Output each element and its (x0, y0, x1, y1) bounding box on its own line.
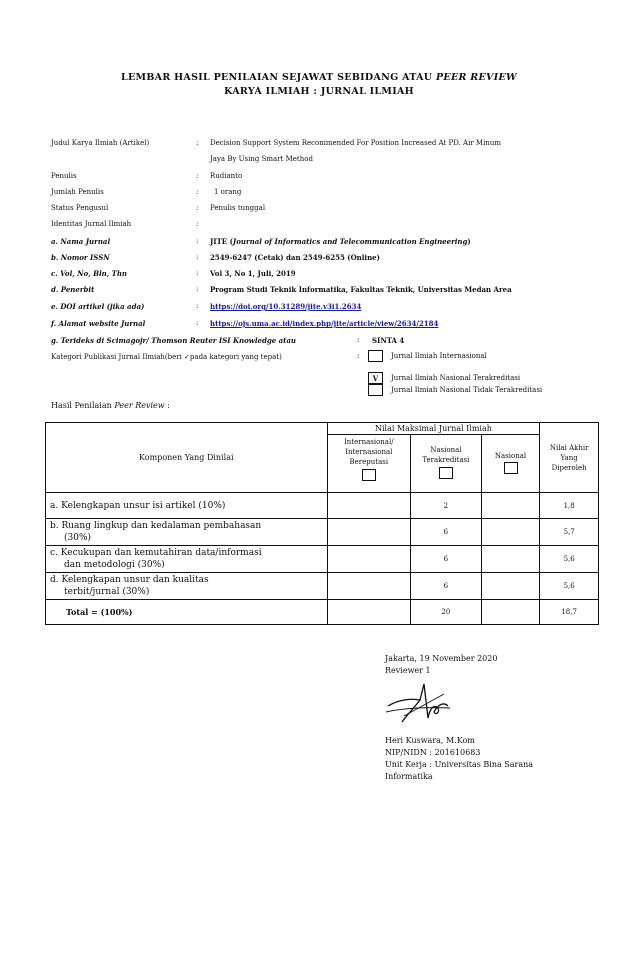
row-label-line1: c. Kecukupan dan kemutahiran data/informasi (50, 548, 262, 558)
judul-label: Judul Karya Ilmiah (Artikel) (51, 139, 150, 147)
reviewer-nip: NIP/NIDN : 201610683 (385, 748, 481, 757)
colon: : (196, 237, 199, 245)
cell-internasional (327, 519, 410, 546)
jumlah-penulis-label: Jumlah Penulis (51, 188, 104, 196)
vol-value: Vol 3, No 1, Juli, 2019 (210, 269, 296, 278)
table-row (46, 573, 599, 600)
reviewer-unit: Unit Kerja : Universitas Bina Sarana (385, 760, 534, 769)
cell-max: 6 (411, 519, 482, 546)
hasil-italic: Peer Review (114, 401, 165, 410)
identitas-label: Identitas Jurnal Ilmiah (51, 220, 132, 228)
penerbit-label: d. Penerbit (51, 285, 95, 294)
header-nilai-akhir: Nilai Akhir Yang Diperoleh (540, 423, 599, 493)
document-subtitle: KARYA ILMIAH : JURNAL ILMIAH (224, 86, 414, 97)
colon: : (196, 319, 199, 327)
table-row (46, 493, 599, 519)
total-label: Total = (100%) (46, 600, 328, 625)
hasil-prefix: Hasil Penilaian (51, 401, 115, 410)
jumlah-penulis-value: 1 orang (214, 188, 242, 196)
status-label: Status Pengusul (51, 204, 109, 212)
nama-jurnal-value (210, 237, 471, 246)
cell-nasional (481, 519, 540, 546)
terindeks-value: SINTA 4 (372, 336, 405, 345)
kategori-option-nasional-terakreditasi: Jurnal Ilmiah Nasional Terakreditasi (391, 374, 521, 382)
kategori-option-nasional-tidak: Jurnal Ilmiah Nasional Tidak Terakreditasi (391, 386, 543, 394)
colon: : (196, 285, 199, 293)
cell-max: 6 (411, 546, 482, 573)
cell-akhir: 5,6 (540, 546, 599, 573)
cell-nasional (481, 600, 540, 625)
nama-jurnal-suffix: ) (467, 237, 471, 246)
row-label-line1: a. Kelengkapan unsur isi artikel (10%) (50, 500, 226, 511)
row-label (46, 493, 328, 519)
colon: : (196, 204, 199, 212)
nama-jurnal-label: a. Nama Jurnal (51, 237, 111, 246)
cell-akhir: 1,8 (540, 493, 599, 519)
checkbox-nasional[interactable] (504, 462, 518, 474)
total-max: 20 (411, 600, 482, 625)
colon: : (196, 188, 199, 196)
row-label-line2: terbit/jurnal (30%) (64, 587, 150, 597)
issn-label: b. Nomor ISSN (51, 253, 110, 262)
cell-internasional (327, 600, 410, 625)
signature-image (384, 678, 454, 728)
table-row (46, 519, 599, 546)
kategori-label: Kategori Publikasi Jurnal Ilmiah(beri ✓pada kategori yang tepat) (51, 353, 282, 361)
header-nilai-maks: Nilai Maksimal Jurnal Ilmiah (327, 423, 540, 435)
row-label-line1: d. Kelengkapan unsur dan kualitas (50, 575, 209, 585)
table-row (46, 546, 599, 573)
title-line1-italic: PEER REVIEW (435, 72, 517, 83)
document-title (0, 72, 638, 83)
colon: : (196, 253, 199, 261)
cell-nasional (481, 493, 540, 519)
penulis-value: Rudianto (210, 172, 243, 180)
reviewer-role: Reviewer 1 (385, 666, 431, 675)
row-label-line2: (30%) (64, 533, 92, 543)
nama-jurnal-prefix: JITE ( (210, 237, 233, 246)
cell-akhir: 5,6 (540, 573, 599, 600)
total-akhir: 18,7 (540, 600, 599, 625)
kategori-option-internasional: Jurnal Ilmiah Internasional (391, 352, 487, 360)
checkbox-nasional-terakreditasi[interactable] (439, 467, 453, 479)
total-row (46, 600, 599, 625)
hasil-suffix: : (164, 401, 170, 410)
doi-label: e. DOI artikel (jika ada) (51, 302, 145, 311)
terindeks-label: g. Terideks di Scimagojr/ Thomson Reuter ISI Knowledge atau (51, 336, 297, 345)
website-link[interactable]: https://ojs.uma.ac.id/index.php/jite/article/view/2634/2184 (210, 319, 439, 328)
colon: : (196, 139, 199, 147)
status-value: Penulis tunggal (210, 204, 266, 212)
title-line1: LEMBAR HASIL PENILAIAN SEJAWAT SEBIDANG ATAU (121, 72, 436, 83)
cell-max: 2 (411, 493, 482, 519)
vol-label: c. Vol, No, Bln, Thn (51, 269, 127, 278)
cell-internasional (327, 493, 410, 519)
penulis-label: Penulis (51, 172, 77, 180)
row-label (46, 573, 328, 600)
row-label (46, 519, 328, 546)
alamat-label: f. Alamat website Jurnal (51, 319, 146, 328)
score-table (45, 422, 599, 625)
judul-value-cont: Jaya By Using Smart Method (210, 155, 313, 163)
doi-link[interactable]: https://doi.org/10.31289/jite.v3i1.2634 (210, 302, 362, 311)
colon: : (357, 336, 360, 344)
row-label-line2: dan metodologi (30%) (64, 560, 165, 570)
kategori-checkbox-internasional[interactable] (368, 350, 383, 362)
cell-nasional (481, 546, 540, 573)
header-komponen: Komponen Yang Dinilai (46, 423, 328, 493)
colon: : (196, 302, 199, 310)
nama-jurnal-italic: Journal of Informatics and Telecommunication Engineering (232, 237, 468, 246)
cell-nasional (481, 573, 540, 600)
cell-max: 6 (411, 573, 482, 600)
header-internasional (327, 435, 410, 493)
header-nasional-terakreditasi (411, 435, 482, 493)
colon: : (196, 220, 199, 228)
reviewer-name: Heri Kuswara, M.Kom (385, 736, 475, 745)
header-nasional-terakreditasi-label: Nasional Terakreditasi (422, 446, 470, 464)
kategori-checkbox-nasional-tidak[interactable] (368, 384, 383, 396)
place-date: Jakarta, 19 November 2020 (385, 654, 498, 663)
cell-akhir: 5,7 (540, 519, 599, 546)
colon: : (196, 269, 199, 277)
header-internasional-label: Internasional/ Internasional Bereputasi (344, 438, 394, 466)
header-nasional-label: Nasional (494, 451, 527, 460)
cell-internasional (327, 546, 410, 573)
header-nasional (481, 435, 540, 493)
kategori-checkbox-nasional-terakreditasi[interactable]: V (368, 372, 383, 384)
colon: : (196, 172, 199, 180)
reviewer-unit-cont: Informatika (385, 772, 433, 781)
issn-value: 2549-6247 (Cetak) dan 2549-6255 (Online) (210, 253, 380, 262)
colon: : (357, 352, 360, 360)
row-label (46, 546, 328, 573)
row-label-line1: b. Ruang lingkup dan kedalaman pembahasan (50, 521, 262, 531)
penerbit-value: Program Studi Teknik Informatika, Fakultas Teknik, Universitas Medan Area (210, 285, 512, 294)
cell-internasional (327, 573, 410, 600)
hasil-heading (51, 401, 170, 410)
judul-value: Decision Support System Recommended For Position Increased At PD. Air Minum (210, 139, 501, 147)
checkbox-internasional[interactable] (362, 469, 376, 481)
